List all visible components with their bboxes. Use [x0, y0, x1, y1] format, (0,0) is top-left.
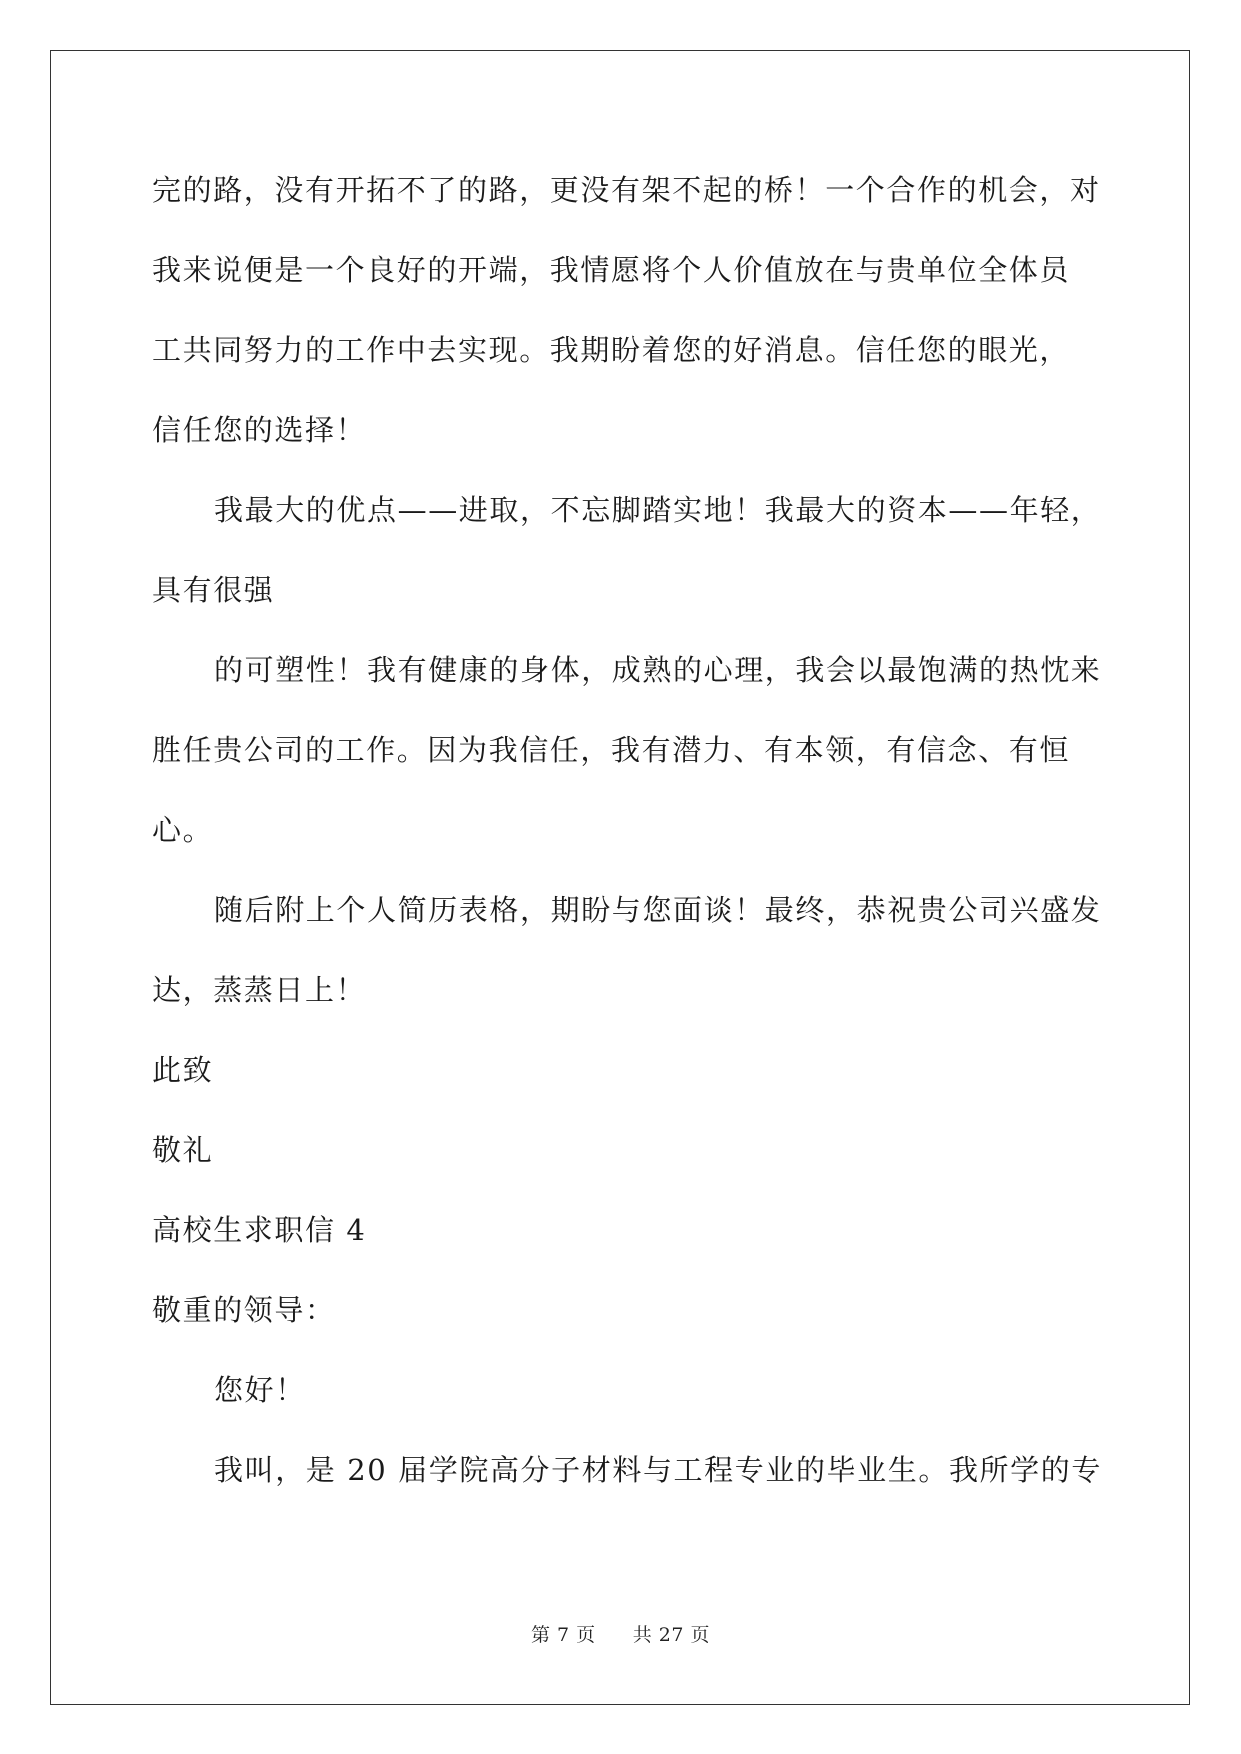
- text-line: 我来说便是一个良好的开端，我情愿将个人价值放在与贵单位全体员: [152, 253, 1071, 287]
- paragraph-start: 我最大的优点——进取，不忘脚踏实地！我最大的资本——年轻，: [214, 493, 1102, 527]
- page-number-total: 共 27 页: [632, 1624, 711, 1646]
- text-line: 信任您的选择！: [152, 413, 367, 447]
- text-line: 心。: [152, 813, 214, 847]
- greeting-hello: 您好！: [214, 1373, 306, 1407]
- greeting: 敬重的领导：: [152, 1293, 336, 1327]
- text-line: 具有很强: [152, 573, 275, 607]
- page-footer: [0, 1620, 1241, 1647]
- paragraph-start: 的可塑性！我有健康的身体，成熟的心理，我会以最饱满的热忱来: [214, 653, 1102, 687]
- text-line: 工共同努力的工作中去实现。我期盼着您的好消息。信任您的眼光，: [152, 333, 1071, 367]
- paragraph-start: 随后附上个人简历表格，期盼与您面谈！最终，恭祝贵公司兴盛发: [214, 893, 1102, 927]
- text-line: 完的路，没有开拓不了的路，更没有架不起的桥！一个合作的机会，对: [152, 173, 1101, 207]
- closing-line: 此致: [152, 1053, 214, 1087]
- closing-salutation: 敬礼: [152, 1133, 214, 1167]
- paragraph-start: 我叫，是 20 届学院高分子材料与工程专业的毕业生。我所学的专: [214, 1453, 1102, 1487]
- section-heading: 高校生求职信 4: [152, 1213, 367, 1247]
- text-line: 达，蒸蒸日上！: [152, 973, 367, 1007]
- text-line: 胜任贵公司的工作。因为我信任，我有潜力、有本领，有信念、有恒: [152, 733, 1071, 767]
- page-number-current: 第 7 页: [530, 1624, 596, 1646]
